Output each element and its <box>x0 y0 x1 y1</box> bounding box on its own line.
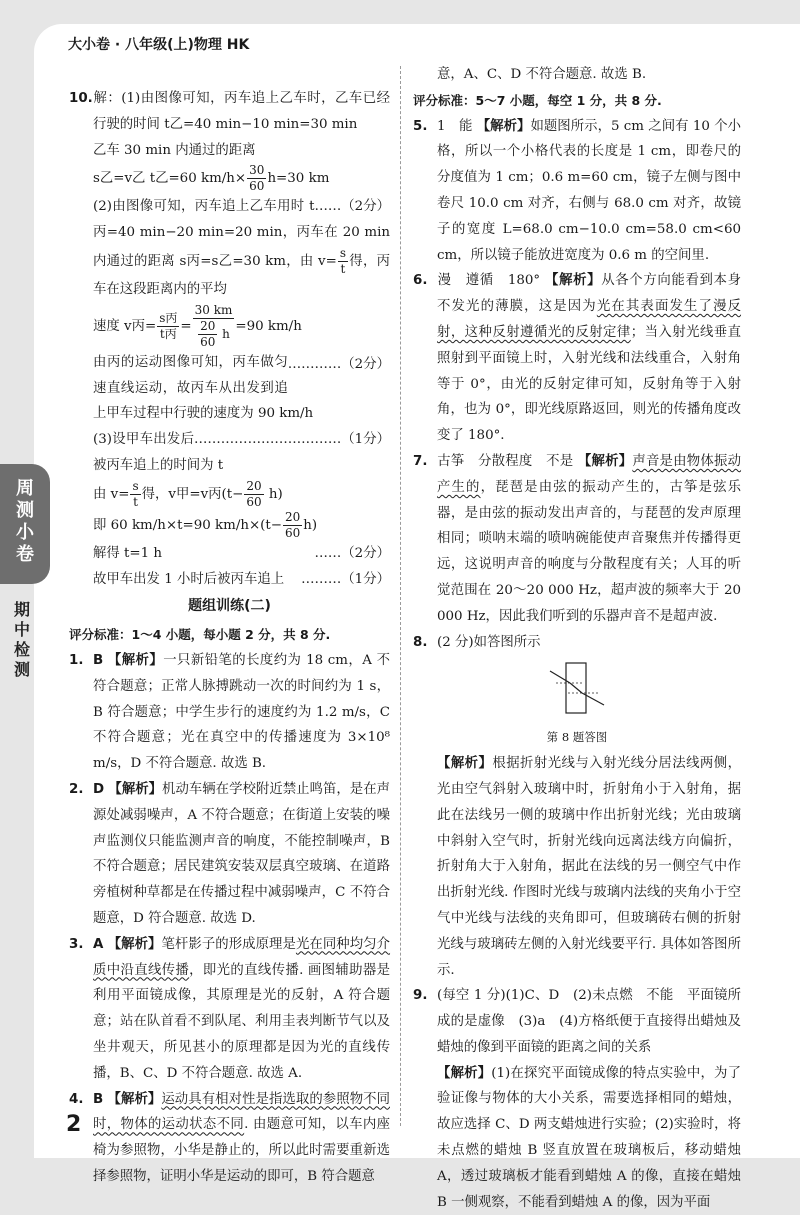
q2-text: 机动车辆在学校附近禁止鸣笛，是在声源处减弱噪声，A 不符合题意；在街道上安装的噪声监测仪只能监测声音的响度，不能控制噪声，B 不符合题意；居民建筑安装双层真空玻璃、在道路旁植树种草都是在传播过程中减弱噪声，C 不符合题意，D 符合题意. 故选 D. <box>93 781 390 926</box>
score-standard-text: 评分标准：1～4 小题，每小题 2 分，共 8 分. <box>69 627 331 643</box>
refraction-diagram <box>542 659 612 717</box>
q7-number: 7. <box>413 453 428 469</box>
q10-number: 10. <box>69 91 93 106</box>
q10-result-1: h=30 km <box>267 171 330 187</box>
q4-tag: 【解析】 <box>107 1091 162 1107</box>
score-mark: ……（2分） <box>314 545 390 561</box>
frac-num: 30 <box>249 163 265 178</box>
q10-speed-label: 速度 v丙= <box>93 318 157 334</box>
q3-key-point: 光在同种均匀介质中沿直线传播 <box>93 936 391 978</box>
q10-text-7: h) <box>264 486 283 502</box>
q6-answer: 漫 遵循 180° <box>437 273 541 289</box>
q2-answer: D <box>93 781 105 797</box>
q5-number: 5. <box>413 118 428 134</box>
q9-text: (1)在探究平面镜成像的特点实验中，为了验证像与物体的大小关系，需要选择相同的蜡烛，故应选择 C、D 两支蜡烛进行实验；(2)实验时，将未点燃的蜡烛 B 竖直放置在玻璃板后，移动蜡烛 A，透过玻璃板才能看到蜡烛 A 的像，直接在蜡烛 B 一侧观察，不能看到蜡烛 A 的像，因为平面 <box>437 1065 742 1210</box>
q7-answer: 古筝 分散程度 不是 <box>437 453 574 469</box>
q7-key-point: 声音是由物体振动产生的 <box>437 453 742 495</box>
fraction-20-60-c <box>283 510 302 541</box>
q3 <box>69 932 390 1087</box>
q1-answer: B <box>93 652 104 668</box>
q8-figure-caption: 第 8 题答图 <box>546 730 608 745</box>
score-mark: ……（2分） <box>314 199 390 215</box>
q10-text-2: (2)由图像可知，丙车追上乙车用时 t丙=40 min−20 min=20 min，丙车在 20 min 内通过的距离 s丙=s乙=30 km，由 v= <box>93 199 390 269</box>
side-tab-sub-label: 期中检测 <box>14 600 31 679</box>
frac-num: 30 km <box>194 302 233 317</box>
q10-line-5 <box>69 302 390 372</box>
q10-line-10: 解得 t=1 h <box>93 545 163 561</box>
q8-text: 根据折射光线与入射光线分居法线两侧，光由空气斜射入玻璃中时，折射角小于入射角，据此在法线另一侧的玻璃中作出折射光线；光由玻璃中斜射入空气时，折射光线向远离法线方向偏折，折射角大于入射角，据此在法线的另一侧空气中作出折射光线. 作图时光线与玻璃内法线的夹角小于空气中光线与法线的夹角即可，但玻璃砖右侧的折射光线与玻璃砖左侧的入射光线要平行. 具体如答图所示. <box>437 756 742 978</box>
q4-key-point: 运动具有相对性是指选取的参照物不同时，物体的运动状态不同 <box>93 1091 390 1133</box>
frac-den <box>193 319 235 350</box>
q4-answer: B <box>93 1091 104 1107</box>
fraction-20-60 <box>198 319 217 350</box>
q6-pre: 从各个方向能看到本身不发光的薄膜，这是因为 <box>437 273 741 315</box>
emergent-ray <box>582 693 604 705</box>
frac-num: s丙 <box>159 310 178 325</box>
q1-text: 一只新铅笔的长度约为 18 cm，A 不符合题意；正常人脉搏跳动一次的时间约为 1 s，B 符合题意；中学生步行的速度约为 1.2 m/s，C 不符合题意；光在真空中的传播速度为 3×10⁸ m/s，D 不符合题意. 故选 B. <box>93 652 390 772</box>
refracted-ray <box>570 683 582 693</box>
q10-line-2: 乙车 30 min 内通过的距离 <box>93 142 256 158</box>
equals: = <box>180 318 192 334</box>
q4 <box>69 1087 390 1190</box>
q1-tag: 【解析】 <box>107 652 164 668</box>
score-mark: ………（1分） <box>301 571 390 587</box>
q8-tag: 【解析】 <box>437 756 493 772</box>
unit-h: h <box>222 326 230 341</box>
fraction-s-t-2 <box>130 479 140 510</box>
running-header: 大小卷 · 八年级(上)物理 HK <box>68 37 250 53</box>
left-column <box>69 86 390 1190</box>
q7-tag: 【解析】 <box>577 453 633 469</box>
q4-number: 4. <box>69 1091 84 1107</box>
q8-number: 8. <box>413 634 428 650</box>
score-mark: ……………………………（1分） <box>194 432 390 448</box>
q5-text: 如题图所示，5 cm 之间有 10 个小格，所以一个小格代表的长度是 1 cm，即卷尺的分度值为 1 cm；0.6 m=60 cm，镜子左侧与图中卷尺 10.0 cm 对齐，右侧与 68.0 cm 对齐，故镜子的宽度 L=68.0 cm−10.0 cm=58.0 cm<60 cm，所以镜子能放进宽度为 0.6 m 的空间里. <box>437 118 742 263</box>
q2-number: 2. <box>69 781 84 797</box>
q6-number: 6. <box>413 273 428 289</box>
fraction-s-t-bing <box>157 311 179 342</box>
frac-den: t <box>133 494 138 509</box>
q10-line-3 <box>69 163 390 215</box>
q10-line-1 <box>69 86 390 138</box>
frac-num: 20 <box>246 478 262 493</box>
frac-den: 60 <box>285 525 301 540</box>
score-standard <box>69 622 390 648</box>
q10-line-8 <box>69 479 390 510</box>
frac-num: s <box>132 478 139 493</box>
right-column <box>413 62 741 1215</box>
q6-tag: 【解析】 <box>545 273 602 289</box>
frac-den: t丙 <box>159 326 177 341</box>
q10-text-5: 由 v= <box>93 486 130 502</box>
q3-text: ，即光的直线传播. 画图辅助器是利用平面镜成像，其原理是光的反射，A 符合题意；站在队首看不到队尾、利用圭表判断节气以及坐井观天，所见甚小的原理都是因为光的直线传播，B、C、D 不符合题意. 故选 A. <box>93 962 391 1081</box>
q10-text-3: 得，丙车在这段距离内的平均 <box>93 253 391 297</box>
q8-analysis <box>413 751 741 983</box>
side-tab-label: 周测小卷 <box>16 478 34 565</box>
q5-tag: 【解析】 <box>476 118 531 134</box>
q9-tag: 【解析】 <box>437 1065 492 1081</box>
q1 <box>69 648 390 777</box>
q10-formula-1: s乙=v乙 t乙=60 km/h× <box>93 171 247 187</box>
side-tab[interactable] <box>0 464 50 584</box>
score-mark: …………（2分） <box>287 356 390 372</box>
q6 <box>413 268 741 449</box>
section-title: 题组训练(二) <box>188 598 271 615</box>
q8 <box>413 630 741 656</box>
frac-den: 60 <box>246 494 262 509</box>
fraction-30-60 <box>247 163 266 194</box>
frac-den: t <box>340 261 346 276</box>
fraction-compound <box>193 303 235 350</box>
q7 <box>413 449 741 630</box>
q3-number: 3. <box>69 936 84 952</box>
q3-tag: 【解析】 <box>107 936 162 952</box>
q5 <box>413 114 741 269</box>
q10-text-1: 解：(1)由图像可知，丙车追上乙车时，乙车已经行驶的时间 t乙=40 min−10 min=30 min <box>93 91 390 132</box>
q8-figure <box>413 659 741 727</box>
q7-text: ，琵琶是由弦的振动产生的，古筝是弦乐器，是由弦的振动发出声音的，与琵琶的发声原理相同；唢呐末端的喷呐碗能使声音聚焦并传播得更远，这说明声音的响度与分散程度有关；人耳的听觉范围在 20～20 000 Hz，超声波的频率大于 20 000 Hz，因此我们听到的乐器声音不是超声波. <box>437 479 742 624</box>
q4-text: . 由题意可知，以车内座椅为参照物，小华是静止的，所以此时需要重新选择参照物，证明小华是运动的即可，B 符合题意 <box>93 1117 391 1184</box>
frac-den: 60 <box>200 334 216 349</box>
q10-text-6: 得，v甲=v丙(t− <box>141 486 244 502</box>
q5-answer: 1 能 <box>437 118 473 134</box>
q9-analysis <box>413 1061 741 1215</box>
q10-speed-result: =90 km/h <box>235 318 302 334</box>
q10-text-8: 即 60 km/h×t=90 km/h×(t− <box>93 517 282 533</box>
score-standard-2-text: 评分标准：5～7 小题，每空 1 分，共 8 分. <box>413 92 662 108</box>
q10-text-9: h) <box>303 517 318 533</box>
frac-num: 20 <box>285 509 301 524</box>
q6-key-point: 光在其表面发生了漫反射，这种反射遵循光的反射定律 <box>437 299 742 340</box>
q9 <box>413 983 741 1060</box>
q10-line-7: (3)设甲车出发后被丙车追上的时间为 t <box>93 432 224 473</box>
q3-pre: 笔杆影子的形成原理是 <box>161 936 296 952</box>
q4-continued: 意，A、C、D 不符合题意. 故选 B. <box>437 67 647 82</box>
fraction-20-60-b <box>244 479 263 510</box>
page-number: 2 <box>66 1112 82 1137</box>
q10-line-11 <box>69 567 390 593</box>
fraction-s-t <box>338 246 348 277</box>
incident-ray <box>550 671 570 683</box>
q10-text-10: 故甲车出发 1 小时后被丙车追上 <box>93 571 285 587</box>
q9-answer: (每空 1 分)(1)C、D (2)未点燃 不能 平面镜所成的是虚像 (3)a (4)方格纸便于直接得出蜡烛及蜡烛的像到平面镜的距离之间的关系 <box>437 988 741 1055</box>
score-standard-2 <box>413 88 741 114</box>
q6-text: ；当入射光线垂直照射到平面镜上时，入射光线和法线重合，入射角等于 0°，由光的反射定律可知，反射角等于入射角，也为 0°，即光线原路返回，则光的传播角度改变了 180°. <box>437 324 742 444</box>
q8-answer: (2 分)如答图所示 <box>437 634 541 650</box>
column-divider <box>400 66 401 1126</box>
q2-tag: 【解析】 <box>108 781 163 797</box>
frac-num: 20 <box>200 318 216 333</box>
q3-answer: A <box>93 936 104 952</box>
q1-number: 1. <box>69 652 84 668</box>
q9-number: 9. <box>413 988 428 1004</box>
q10-text-4: 由丙的运动图像可知，丙车做匀速直线运动，故丙车从出发到追上甲车过程中行驶的速度为 90 km/h <box>93 354 314 422</box>
frac-den: 60 <box>249 179 265 194</box>
frac-num: s <box>339 245 347 260</box>
q2 <box>69 777 390 932</box>
